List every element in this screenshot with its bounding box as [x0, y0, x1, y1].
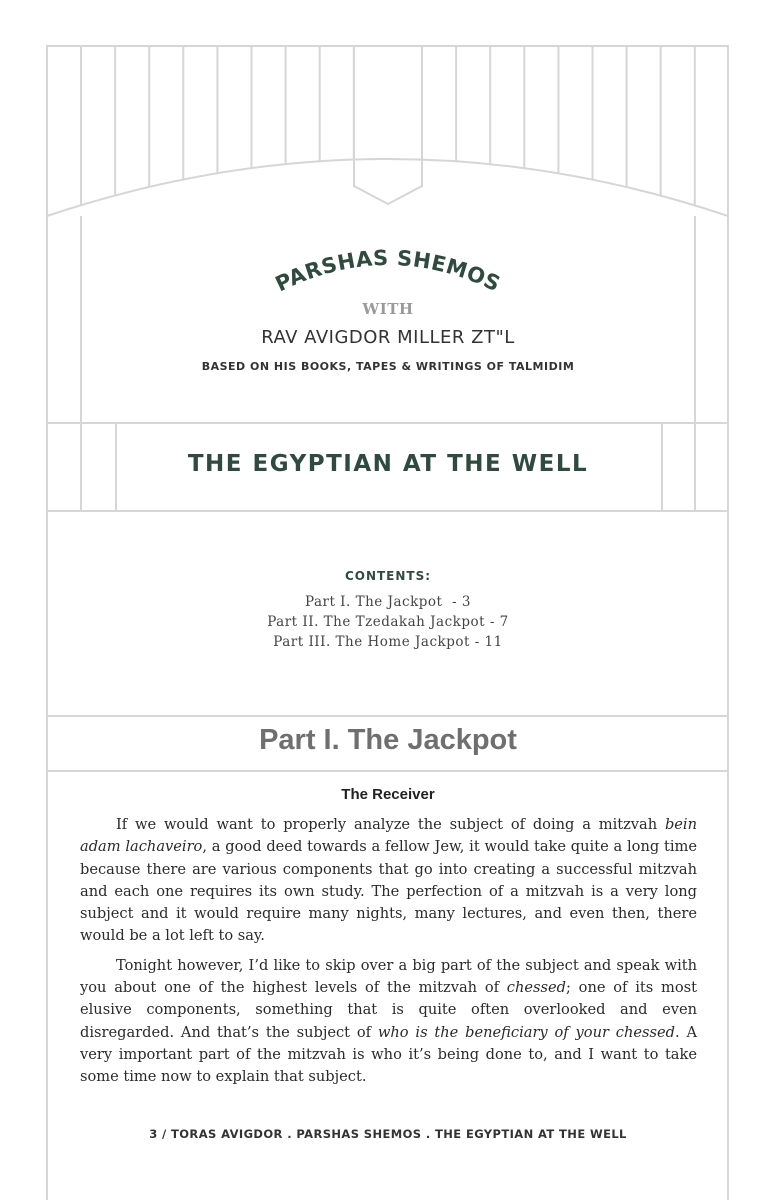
- section-subheading: The Receiver: [341, 786, 435, 803]
- contents-heading: CONTENTS:: [344, 569, 432, 583]
- text-span: If we would want to properly analyze the subject of doing a mitzvah: [116, 816, 665, 833]
- body-text: [80, 814, 697, 1096]
- italic-term: who is the beneficiary of your chessed: [377, 1023, 675, 1041]
- text-span: Tonight however, I’d like to skip over a big part of the subject and speak with you about one of the highest levels of the mitzvah of: [80, 956, 697, 997]
- page-footer: 3 / TORAS AVIGDOR . PARSHAS SHEMOS . THE EGYPTIAN AT THE WELL: [149, 1127, 627, 1141]
- paragraph: [80, 814, 697, 948]
- text-span: ; one of its most elusive components, something that is quite often overlooked and even disregarded. And that’s the subject of: [80, 979, 698, 1041]
- author-name: RAV AVIGDOR MILLER ZT"L: [261, 327, 515, 348]
- with-label: WITH: [362, 300, 414, 318]
- toc-item: Part I. The Jackpot - 3: [304, 594, 471, 610]
- part-title: Part I. The Jackpot: [259, 724, 517, 756]
- italic-term: chessed: [506, 979, 566, 997]
- svg-text:PARSHAS SHEMOS: [272, 246, 505, 296]
- toc-item: Part III. The Home Jackpot - 11: [273, 634, 503, 650]
- based-on-line: BASED ON HIS BOOKS, TAPES & WRITINGS OF TALMIDIM: [201, 360, 575, 373]
- paragraph: [80, 955, 697, 1089]
- italic-term: bein adam lachaveiro: [80, 816, 697, 856]
- table-of-contents: [0, 592, 776, 652]
- arc-title: [0, 0, 776, 320]
- toc-item: Part II. The Tzedakah Jackpot - 7: [267, 614, 509, 630]
- text-span: , a good deed towards a fellow Jew, it would take quite a long time because there are various components that go into creating a successful mitzvah and each one requires its own study. The perfection of a mitzvah is a very long subject and it would require many nights, many lectures, and even then, there would be a lot left to say.: [80, 838, 697, 945]
- arc-title-text: PARSHAS SHEMOS: [271, 245, 505, 297]
- text-span: . A very important part of the mitzvah is who it’s being done to, and I want to take some time now to explain that subject.: [80, 1023, 697, 1086]
- page-title: THE EGYPTIAN AT THE WELL: [187, 451, 589, 477]
